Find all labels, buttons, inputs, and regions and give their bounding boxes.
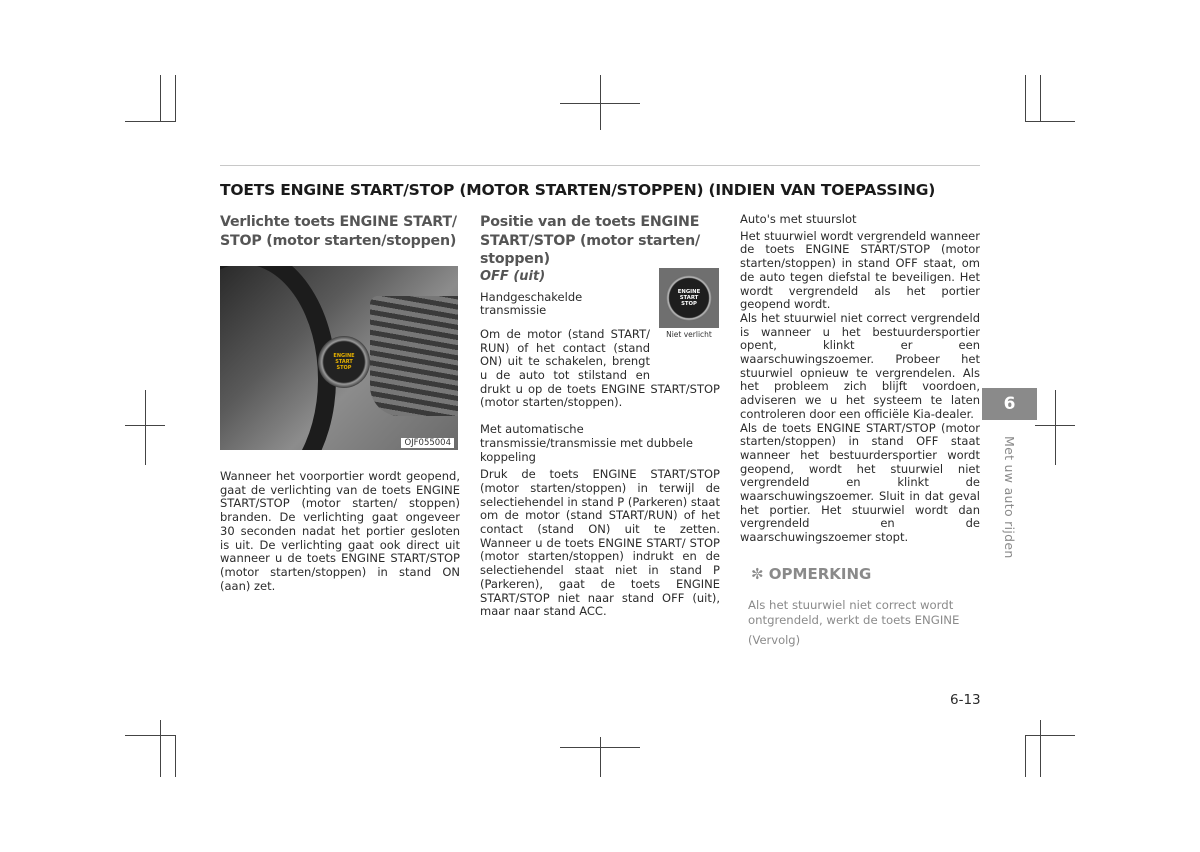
auto-label: Met automatische transmissie/transmissie met dubbele koppeling [480, 422, 693, 464]
chapter-tab: 6 [982, 388, 1037, 420]
position-label: OFF (uit) [480, 268, 546, 284]
crop-mark [175, 735, 176, 777]
auto-body: Druk de toets ENGINE START/STOP (motor starten/stoppen) in terwijl de selectiehendel in stand P (Parkeren) staat om de motor (stand START/RUN) of het contact (stand ON) uit te zetten. Wanneer u de toets ENGINE START/ STOP (motor starten/stoppen) indrukt en de selectiehendel staat niet in stand P (Parkeren), gaat de toets ENGINE START/STOP niet naar stand OFF (uit), maar naar stand ACC. [480, 467, 720, 619]
engine-button-label: ENGINE START STOP [333, 353, 355, 371]
section-subtitle: Verlichte toets ENGINE START/ STOP (motor starten/stoppen) [220, 214, 457, 249]
crop-mark [1025, 735, 1075, 736]
crop-mark [1025, 121, 1075, 122]
crop-mark [160, 75, 161, 122]
steering-lock-label: Auto's met stuurslot [740, 212, 857, 226]
note-heading: ✼ OPMERKING [751, 565, 872, 583]
note-body: Als het stuurwiel niet correct wordt ontgrendeld, werkt de toets ENGINE [748, 598, 960, 627]
crop-mark [1040, 720, 1041, 777]
crop-mark [125, 121, 175, 122]
column-3 [740, 213, 980, 545]
body-text: Wanneer het voorportier wordt geopend, gaat de verlichting van de toets ENGINE START/STOP (motor starten/ stoppen) branden. De verlichting gaat ongeveer 30 seconden nadat het portier gesloten is uit. De verlichting gaat ook direct uit wanneer u de toets ENGINE START/STOP (motor starten/stoppen) in stand ON (aan) zet. [220, 469, 460, 593]
crop-mark [160, 720, 161, 777]
crop-mark [175, 75, 176, 122]
crop-mark [1025, 75, 1026, 122]
paragraph: Het stuurwiel wordt vergrendeld wanneer de toets ENGINE START/STOP (motor starten/stoppen) in stand OFF staat, om de auto tegen diefstal te beveiligen. Het wordt vergrendeld als het portier geopend wordt. [740, 228, 980, 312]
crop-mark [1055, 390, 1056, 465]
paragraph: Als het stuurwiel niet correct vergrendeld is wanneer u het bestuurdersportier opent, klinkt er een waarschuwingszoemer. Probeer het stuurwiel opnieuw te vergrendelen. Als het probleem zich blijft voordoen, adviseren we u het systeem te laten controleren door een officiële Kia-dealer. [740, 310, 980, 421]
paragraph: Als de toets ENGINE START/STOP (motor starten/stoppen) in stand OFF staat wanneer het bestuurdersportier wordt geopend, wordt het stuurwiel niet vergrendeld en klinkt de waarschuwingszoemer. Sluit in dat geval het portier. Het stuurwiel wordt dan vergrendeld en de waarschuwingszoemer stopt. [740, 420, 980, 545]
air-vent-shape [370, 296, 458, 416]
engine-start-button-icon [318, 336, 370, 388]
crop-mark [1040, 75, 1041, 122]
page-title: TOETS ENGINE START/STOP (MOTOR STARTEN/STOPPEN) (INDIEN VAN TOEPASSING) [220, 181, 936, 199]
manual-body: Om de motor (stand START/ RUN) of het contact (stand ON) uit te schakelen, brengt u de auto tot stilstand en drukt u op de toets ENGINE START/STOP (motor starten/stoppen). [480, 326, 720, 410]
engine-start-button-unlit-icon [659, 268, 719, 328]
crop-mark [1025, 735, 1026, 777]
small-button-label: ENGINE START STOP [677, 289, 701, 307]
column-1 [220, 213, 460, 593]
dashboard-photo [220, 266, 458, 450]
header-rule [220, 165, 980, 166]
chapter-side-title: Met uw auto rijden [1002, 436, 1017, 559]
small-image-caption: Niet verlicht [666, 330, 712, 339]
crop-mark [600, 75, 601, 130]
page-number: 6-13 [950, 692, 981, 708]
crop-mark [125, 735, 175, 736]
continued-label: (Vervolg) [748, 633, 801, 647]
crop-mark [145, 390, 146, 465]
crop-mark [600, 737, 601, 777]
manual-label: Handgeschakelde transmissie [480, 289, 583, 318]
section-subtitle: Positie van de toets ENGINE START/STOP (motor starten/ stoppen) [480, 214, 700, 267]
image-code: OJF055004 [401, 438, 454, 448]
